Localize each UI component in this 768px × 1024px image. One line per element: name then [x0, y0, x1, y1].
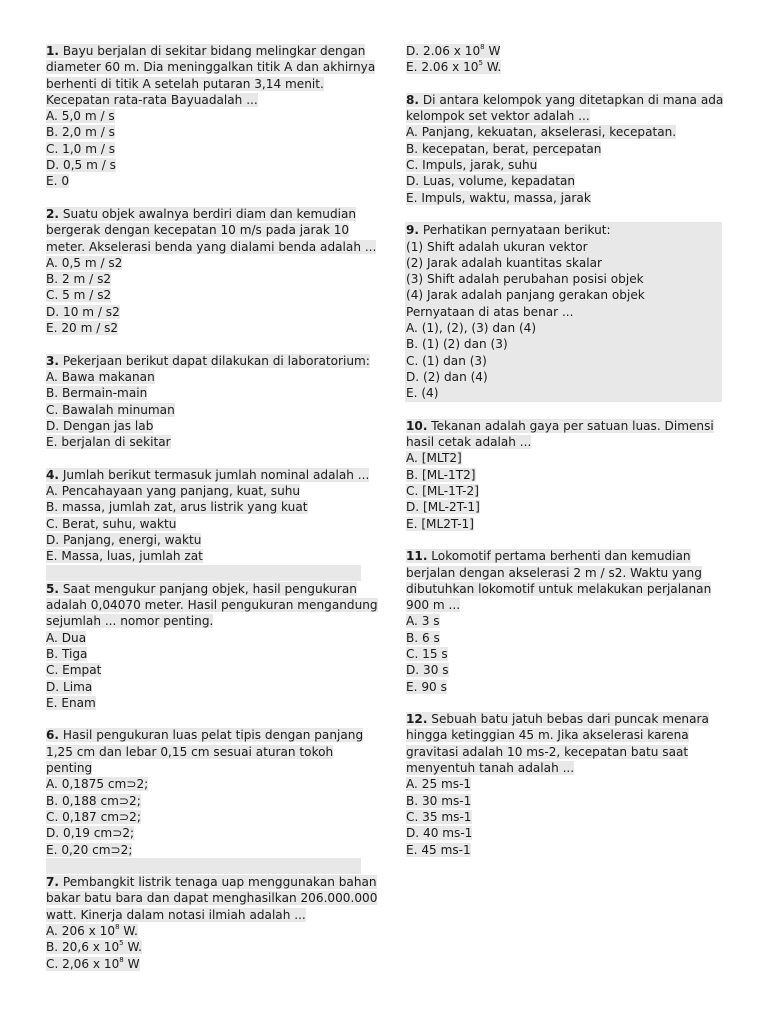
- exponent: 8: [115, 923, 120, 932]
- question-text: Sebuah batu jatuh bebas dari puncak menara: [427, 712, 709, 727]
- question-9: [406, 222, 726, 401]
- option-e: E. Massa, luas, jumlah zat: [46, 549, 203, 564]
- question-number: 9.: [406, 223, 420, 238]
- option-d: D. 40 ms-1: [406, 826, 473, 841]
- option-e: E. 0: [46, 174, 70, 189]
- option-c: C. Impuls, jarak, suhu: [406, 158, 538, 173]
- question-1: [46, 43, 376, 190]
- option-b: B. 30 ms-1: [406, 793, 472, 808]
- question-text: kelompok set vektor adalah ...: [406, 109, 590, 124]
- option-b: B. [ML-1T2]: [406, 467, 476, 482]
- question-11: [406, 548, 726, 695]
- question-text: bakar batu bara dan dapat menghasilkan 206.000.000: [46, 891, 378, 906]
- option-unit: W.: [123, 940, 142, 955]
- question-text: 900 m ...: [406, 598, 461, 613]
- question-7-continued: [406, 43, 726, 76]
- exponent: 8: [119, 955, 124, 964]
- option-d: D. (2) dan (4): [406, 369, 488, 384]
- option-d: D. 0,5 m / s: [46, 158, 116, 173]
- option-a: A. [MLT2]: [406, 451, 462, 466]
- question-12: [406, 711, 726, 858]
- option-e: E. Enam: [46, 695, 96, 710]
- question-number: 3.: [46, 353, 60, 368]
- option-d: D. Luas, volume, kepadatan: [406, 174, 576, 189]
- option-d: [406, 44, 500, 58]
- question-text: Pernyataan di atas benar ...: [406, 304, 574, 319]
- exponent: 5: [119, 939, 124, 948]
- question-text: Di antara kelompok yang ditetapkan di mana ada: [419, 92, 724, 107]
- option-b: B. (1) (2) dan (3): [406, 337, 508, 352]
- question-7: [46, 858, 378, 972]
- question-text: meter. Akselerasi benda yang dialami benda adalah ...: [46, 239, 377, 254]
- option-a: A. Pencahayaan yang panjang, kuat, suhu: [46, 484, 301, 499]
- question-text: Saat mengukur panjang objek, hasil pengukuran: [59, 581, 357, 596]
- option-c: C. 35 ms-1: [406, 809, 472, 824]
- option-unit: W: [484, 44, 501, 58]
- question-text: penting: [46, 761, 93, 776]
- question-number: 8.: [406, 92, 420, 107]
- option-c: C. Bawalah minuman: [46, 402, 175, 417]
- option-b: B. 2 m / s2: [46, 272, 112, 287]
- question-text: Bayu berjalan di sekitar bidang melingkar dengan: [59, 44, 366, 58]
- question-text: hasil cetak adalah ...: [406, 435, 532, 450]
- question-number: 6.: [46, 728, 60, 743]
- option-d: D. 10 m / s2: [46, 304, 120, 319]
- statement-1: (1) Shift adalah ukuran vektor: [406, 239, 588, 254]
- option-e: E. 0,20 cm⊃2;: [46, 842, 133, 857]
- option-a: A. 5,0 m / s: [46, 109, 115, 124]
- option-a: A. Bawa makanan: [46, 369, 155, 384]
- option-a: A. 25 ms-1: [406, 777, 472, 792]
- question-text: Pekerjaan berikut dapat dilakukan di laboratorium:: [59, 353, 370, 368]
- option-a: [46, 924, 138, 938]
- option-b: B. Bermain-main: [46, 386, 148, 401]
- option-b: B. 2,0 m / s: [46, 125, 115, 140]
- question-2: [46, 206, 377, 336]
- option-e: E. [ML2T-1]: [406, 516, 474, 531]
- option-d: D. Lima: [46, 679, 93, 694]
- option-e: E. (4): [406, 386, 439, 401]
- option-d: D. 30 s: [406, 663, 449, 678]
- question-8: [406, 92, 726, 206]
- option-e: [406, 60, 501, 74]
- option-c: C. 1,0 m / s: [46, 141, 116, 156]
- question-text: menyentuh tanah adalah ...: [406, 761, 575, 776]
- option-a: A. Panjang, kekuatan, akselerasi, kecepatan.: [406, 125, 677, 140]
- option-b: B. 0,188 cm⊃2;: [46, 793, 141, 808]
- question-4: [46, 467, 370, 565]
- question-number: 5.: [46, 581, 60, 596]
- question-text: Perhatikan pernyataan berikut:: [419, 223, 611, 238]
- question-text: Hasil pengukuran luas pelat tipis dengan panjang: [59, 728, 364, 743]
- question-text: watt. Kinerja dalam notasi ilmiah adalah ...: [46, 907, 306, 922]
- question-text: Kecepatan rata-rata Bayuadalah ...: [46, 92, 258, 107]
- option-d: D. Panjang, energi, waktu: [46, 532, 202, 547]
- option-a: A. (1), (2), (3) dan (4): [406, 321, 537, 336]
- option-c: C. 15 s: [406, 646, 448, 661]
- option-a: A. 3 s: [406, 614, 440, 629]
- question-text: adalah 0,04070 meter. Hasil pengukuran mengandung: [46, 598, 378, 613]
- question-number: 11.: [406, 549, 428, 564]
- question-text: berhenti di titik A setelah putaran 3,14 menit.: [46, 76, 324, 91]
- option-c: C. 0,187 cm⊃2;: [46, 809, 141, 824]
- left-column: [46, 43, 378, 972]
- question-number: 2.: [46, 206, 60, 221]
- option-text: E. 2.06 x 10: [406, 60, 479, 75]
- option-a: A. 0,5 m / s2: [46, 255, 123, 270]
- question-5: [46, 565, 378, 712]
- option-e: E. 20 m / s2: [46, 321, 119, 336]
- question-10: [406, 418, 726, 532]
- question-3: [46, 353, 370, 451]
- option-c: C. 5 m / s2: [46, 288, 112, 303]
- option-b: B. kecepatan, berat, percepatan: [406, 141, 602, 156]
- option-text: A. 206 x 10: [46, 924, 116, 939]
- question-number: 12.: [406, 712, 428, 727]
- question-text: Lokomotif pertama berhenti dan kemudian: [427, 549, 691, 564]
- question-number: 7.: [46, 875, 60, 890]
- question-text: gravitasi adalah 10 ms-2, kecepatan batu saat: [406, 744, 689, 759]
- option-e: E. Impuls, waktu, massa, jarak: [406, 190, 591, 205]
- option-e: E. 45 ms-1: [406, 842, 471, 857]
- option-c: C. Empat: [46, 663, 102, 678]
- exponent: 5: [478, 59, 483, 68]
- question-text: Tekanan adalah gaya per satuan luas. Dimensi: [427, 418, 714, 433]
- statement-4: (4) Jarak adalah panjang gerakan objek: [406, 288, 645, 303]
- question-text: Suatu objek awalnya berdiri diam dan kemudian: [59, 206, 357, 221]
- question-text: diameter 60 m. Dia meninggalkan titik A dan akhirnya: [46, 60, 376, 75]
- option-c: C. (1) dan (3): [406, 353, 487, 368]
- highlight-spacer: [46, 565, 361, 581]
- statement-3: (3) Shift adalah perubahan posisi objek: [406, 272, 644, 287]
- option-b: B. Tiga: [46, 646, 88, 661]
- option-text: D. 2.06 x 10: [406, 44, 481, 58]
- option-a: A. Dua: [46, 630, 87, 645]
- question-text: bergerak dengan kecepatan 10 m/s pada jarak 10: [46, 223, 350, 238]
- question-text: Jumlah berikut termasuk jumlah nominal adalah ...: [59, 467, 370, 482]
- option-b: B. massa, jumlah zat, arus listrik yang kuat: [46, 500, 308, 515]
- question-9-highlight-box: [405, 222, 722, 401]
- right-column: [406, 43, 726, 858]
- question-text: Pembangkit listrik tenaga uap menggunakan bahan: [59, 875, 377, 890]
- option-a: A. 0,1875 cm⊃2;: [46, 777, 149, 792]
- option-d: D. Dengan jas lab: [46, 418, 154, 433]
- option-c: [46, 957, 140, 971]
- question-6: [46, 727, 366, 857]
- question-number: 1.: [46, 44, 60, 58]
- option-unit: W.: [119, 924, 138, 939]
- question-number: 4.: [46, 467, 60, 482]
- option-unit: W: [123, 956, 140, 971]
- exponent: 8: [480, 43, 485, 51]
- highlight-spacer: [46, 858, 361, 874]
- option-b: B. 6 s: [406, 630, 440, 645]
- option-e: E. berjalan di sekitar: [46, 435, 171, 450]
- option-d: D. [ML-2T-1]: [406, 500, 480, 515]
- option-c: C. [ML-1T-2]: [406, 484, 479, 499]
- question-number: 10.: [406, 418, 428, 433]
- option-c: C. Berat, suhu, waktu: [46, 516, 177, 531]
- question-text: hingga ketinggian 45 m. Jika akselerasi karena: [406, 728, 689, 743]
- question-text: berjalan dengan akselerasi 2 m / s2. Waktu yang: [406, 565, 702, 580]
- statement-2: (2) Jarak adalah kuantitas skalar: [406, 255, 602, 270]
- question-text: sejumlah ... nomor penting.: [46, 614, 214, 629]
- option-text: B. 20,6 x 10: [46, 940, 120, 955]
- question-text: 1,25 cm dan lebar 0,15 cm sesuai aturan tokoh: [46, 744, 334, 759]
- question-text: dibutuhkan lokomotif untuk melakukan perjalanan: [406, 581, 712, 596]
- option-e: E. 90 s: [406, 679, 447, 694]
- option-d: D. 0,19 cm⊃2;: [46, 826, 135, 841]
- option-text: C. 2,06 x 10: [46, 956, 120, 971]
- option-unit: W.: [482, 60, 502, 75]
- option-b: [46, 940, 142, 954]
